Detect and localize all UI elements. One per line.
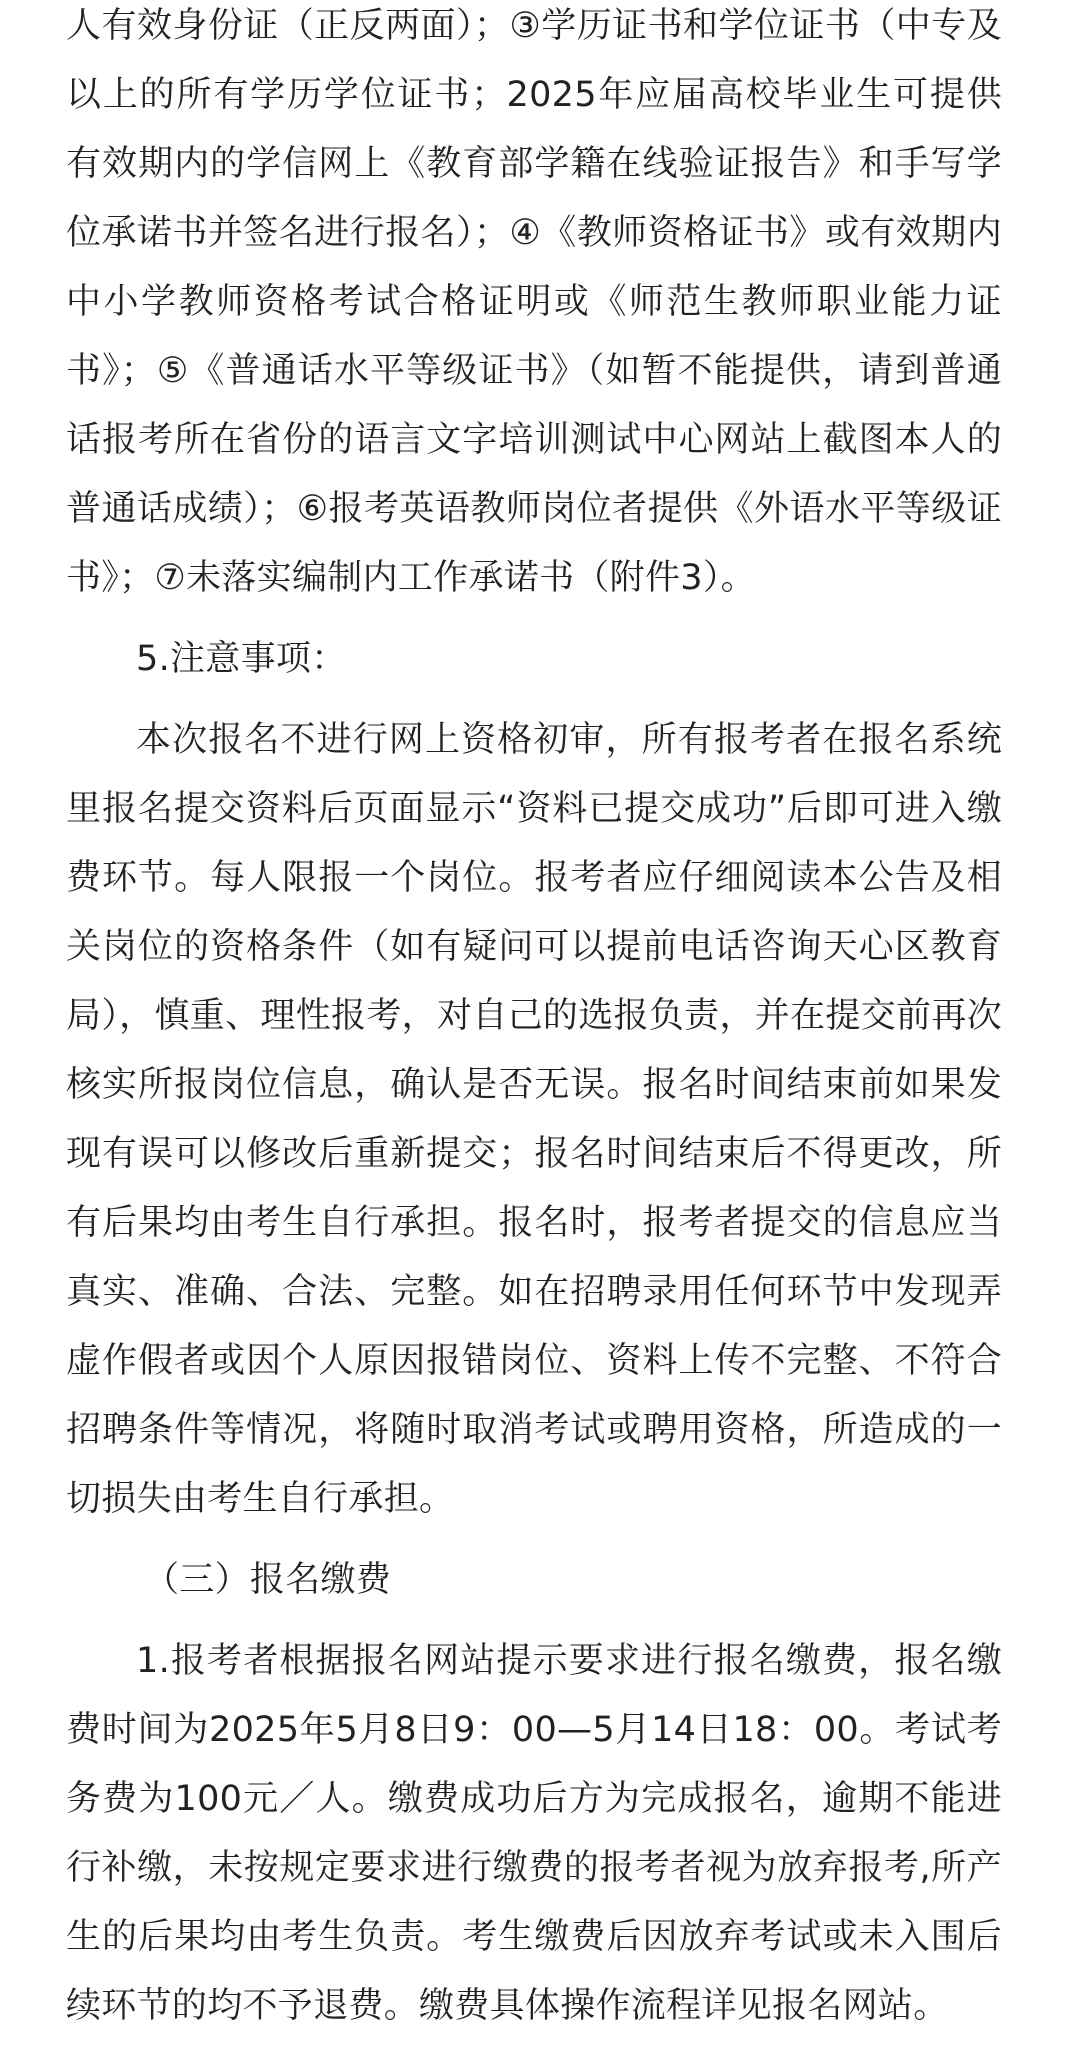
required-documents-paragraph: 人有效身份证（正反两面）；③学历证书和学位证书（中专及以上的所有学历学位证书；2025年应届高校毕业生可提供有效期内的学信网上《教育部学籍在线验证报告》和手写学位承诺书并签名进行报名）；④《教师资格证书》或有效期内中小学教师资格考试合格证明或《师范生教师职业能力证书》；⑤《普通话水平等级证书》（如暂不能提供，请到普通话报考所在省份的语言文字培训测试中心网站上截图本人的普通话成绩）；⑥报考英语教师岗位者提供《外语水平等级证书》；⑦未落实编制内工作承诺书（附件3）。 [66,6,1002,598]
section-3-item-1-paragraph: 1.报考者根据报名网站提示要求进行报名缴费，报名缴费时间为2025年5月8日9：00—5月14日18：00。考试考务费为100元／人。缴费成功后方为完成报名，逾期不能进行补缴，未按规定要求进行缴费的报考者视为放弃报考,所产生的后果均由考生负责。考生缴费后因放弃考试或未入围后续环节的均不予退费。缴费具体操作流程详见报名网站。 [66,1641,1002,2026]
section-3-heading: （三）报名缴费 [144,1560,392,1600]
section-5-heading: 5.注意事项： [136,639,347,679]
section-5-body-paragraph: 本次报名不进行网上资格初审，所有报考者在报名系统里报名提交资料后页面显示“资料已提交成功”后即可进入缴费环节。每人限报一个岗位。报考者应仔细阅读本公告及相关岗位的资格条件（如有疑问可以提前电话咨询天心区教育局），慎重、理性报考，对自己的选报负责，并在提交前再次核实所报岗位信息，确认是否无误。报名时间结束前如果发现有误可以修改后重新提交；报名时间结束后不得更改，所有后果均由考生自行承担。报名时，报考者提交的信息应当真实、准确、合法、完整。如在招聘录用任何环节中发现弄虚作假者或因个人原因报错岗位、资料上传不完整、不符合招聘条件等情况，将随时取消考试或聘用资格，所造成的一切损失由考生自行承担。 [66,720,1002,1519]
